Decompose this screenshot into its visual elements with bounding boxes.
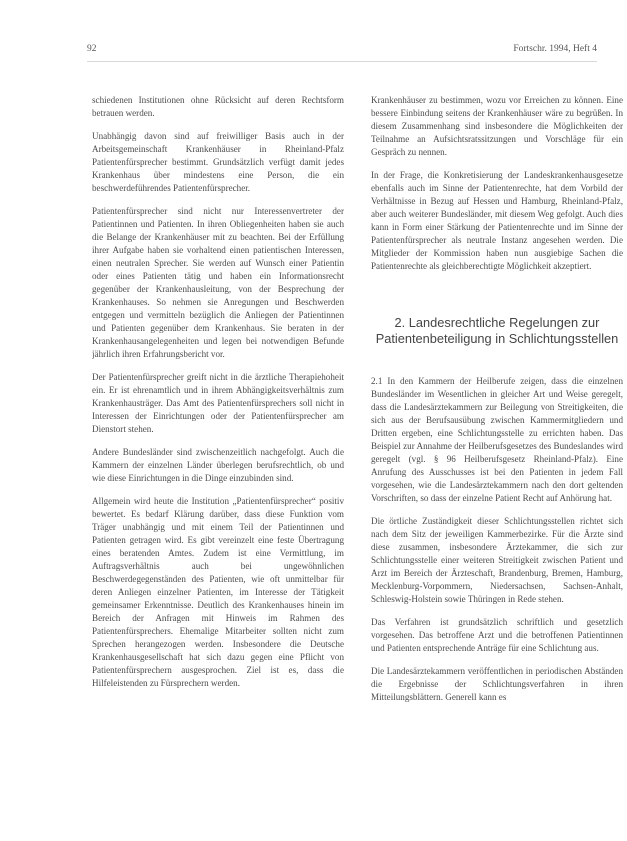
paragraph: 2.1 In den Kammern der Heilberufe zeigen, dass die einzelnen Bundesländer im Wesentlichen in gleicher Art und Weise geregelt, dass die Landesärztekammern zur Beilegung von Streitigkeiten, die sich aus der Berufsausübung zwischen Kammermitgliedern und Dritten ergeben, eine Schlichtungsstelle zu errichten haben. Das Beispiel zur Annahme der Heilberufsgesetzes des Bundeslandes wird geregelt (vgl. § 96 Heilberufsgesetz Rheinland-Pfalz). Eine Anrufung des Ausschusses ist bei den Patienten in jedem Fall vorgesehen, wie die Landesärztekammern nach den dort geltenden Vorschriften, so dass der einzelne Patient Recht auf Anhörung hat. xyxy=(371,376,623,503)
header-rule xyxy=(87,61,597,62)
paragraph: Unabhängig davon sind auf freiwilliger Basis auch in der Arbeitsgemeinschaft Krankenhäuser in Rheinland-Pfalz Patientenfürsprecher bestimmt. Grundsätzlich verfügt damit jedes Krankenhaus über mindestens eine Person, die ein beschwerdeführendes Patientenfürsprecher. xyxy=(92,131,344,193)
paragraph: schiedenen Institutionen ohne Rücksicht auf deren Rechtsform betrauen werden. xyxy=(92,95,344,118)
right-column xyxy=(371,94,623,824)
journal-reference: Fortschr. 1994, Heft 4 xyxy=(513,44,597,54)
left-column xyxy=(92,94,344,824)
paragraph: Die Landesärztekammern veröffentlichen in periodischen Abständen die Ergebnisse der Schlichtungsverfahren in ihren Mitteilungsblättern. Generell kann es xyxy=(371,666,623,702)
paragraph: Allgemein wird heute die Institution „Patientenfürsprecher“ positiv bewertet. Es bedarf Klärung darüber, dass diese Funktion vom Träger unabhängig und mit einem Teil der Patientinnen und Patienten getragen wird. Es gibt vereinzelt eine feste Übertragung eines beratenden Amtes. Zudem ist eine Vermittlung, im Auftragsverhältnis auch bei ungewöhnlichen Beschwerdegegenständen des Patienten, wie oft unmittelbar für deren Anliegen einzelner Patienten, im Interesse der Tätigkeit gemeinsamer Erkenntnisse. Deutlich des Krankenhauses hinein im Bereich der Anfragen mit Hinweis im Rahmen des Patientenfürsprechers. Ehemalige Mitarbeiter sollten nicht zum Sprechen herangezogen werden. Insbesondere die Deutsche Krankenhausgesellschaft hat sich dazu gegen eine Pflicht von Patientenfürsprechern ausgesprochen. Ziel ist es, dass die Hilfeleistenden zu Fürsprechern werden. xyxy=(92,496,344,688)
paragraph: In der Frage, die Konkretisierung der Landeskrankenhausgesetze ebenfalls auch im Sinne der Patientenrechte, hat dem Vorbild der Verhältnisse in Bezug auf Hessen und Hamburg, Rheinland-Pfalz, aber auch weiterer Bundesländer, mit diesem Weg gefolgt. Auch dies kann in Form einer Stärkung der Patientenrechte und im Sinne der Patientenfürsprecher als neutrale Instanz angesehen werden. Die Mitglieder der Kommission haben nun ausgiebige Sachen die Patientenrechte als gleichberechtigte Möglichkeit akzeptiert. xyxy=(371,170,623,271)
page-number: 92 xyxy=(87,44,97,54)
paragraph: Die örtliche Zuständigkeit dieser Schlichtungsstellen richtet sich nach dem Sitz der jeweiligen Kammerbezirke. Für die Ärzte sind diese zusammen, insbesondere Ärztekammer, die sich zur Schlichtungsstelle einer weiteren Streitigkeit zwischen Patient und Arzt im Bereich der Ärzteschaft, Brandenburg, Bremen, Hamburg, Mecklenburg-Vorpommern, Niedersachsen, Sachsen-Anhalt, Schleswig-Holstein sowie Thüringen in Rede stehen. xyxy=(371,516,623,604)
page-header xyxy=(87,44,597,60)
section-heading: 2. Landesrechtliche Regelungen zur Patientenbeteiligung in Schlichtungsstellen xyxy=(375,315,619,346)
paragraph: Andere Bundesländer sind zwischenzeitlich nachgefolgt. Auch die Kammern der einzelnen Länder überlegen berufsrechtlich, ob und wie diese Einrichtungen in die Dinge einzubinden sind. xyxy=(92,447,344,483)
paragraph: Das Verfahren ist grundsätzlich schriftlich und gesetzlich vorgesehen. Das betroffene Arzt und die betroffenen Patientinnen und Patienten entsprechende Anträge für eine Schlichtung aus. xyxy=(371,617,623,653)
paragraph: Der Patientenfürsprecher greift nicht in die ärztliche Therapiehoheit ein. Er ist ehrenamtlich und in ihrem Abhängigkeitsverhältnis zum Krankenhausträger. Das Amt des Patientenfürsprechers soll nicht in Interessen der Einrichtungen oder der Patientenfürsprecher am Dienstort stehen. xyxy=(92,372,344,434)
paragraph: Krankenhäuser zu bestimmen, wozu vor Erreichen zu können. Eine bessere Einbindung seitens der Krankenhäuser wäre zu begrüßen. In diesem Zusammenhang sind insbesondere die Möglichkeiten der Teilnahme an Aufsichtsratssitzungen und Vorschläge für ein Gespräch zu nennen. xyxy=(371,95,623,157)
paragraph: Patientenfürsprecher sind nicht nur Interessenvertreter der Patientinnen und Patienten. In ihren Obliegenheiten haben sie auch die Belange der Krankenhäuser mit zu beachten. Bei der Erfüllung ihrer Aufgabe haben sie vorhaltend einen patientischen Interessen, einen neutralen Sprecher. Sie werden auf Wunsch einer Patientin oder eines Patienten tätig und haben ein Informationsrecht gegenüber der Krankenhausleitung, von der Besprechung der Krankenhauses. So nehmen sie Anregungen und Beschwerden entgegen und vermitteln bezüglich die Anliegen der Patientinnen und Patienten gegenüber dem Krankenhaus. Sie beraten in der Krankenhausangelegenheiten und legen bei notwendigen Befunde jährlich ihren Erfahrungsbericht vor. xyxy=(92,206,344,359)
